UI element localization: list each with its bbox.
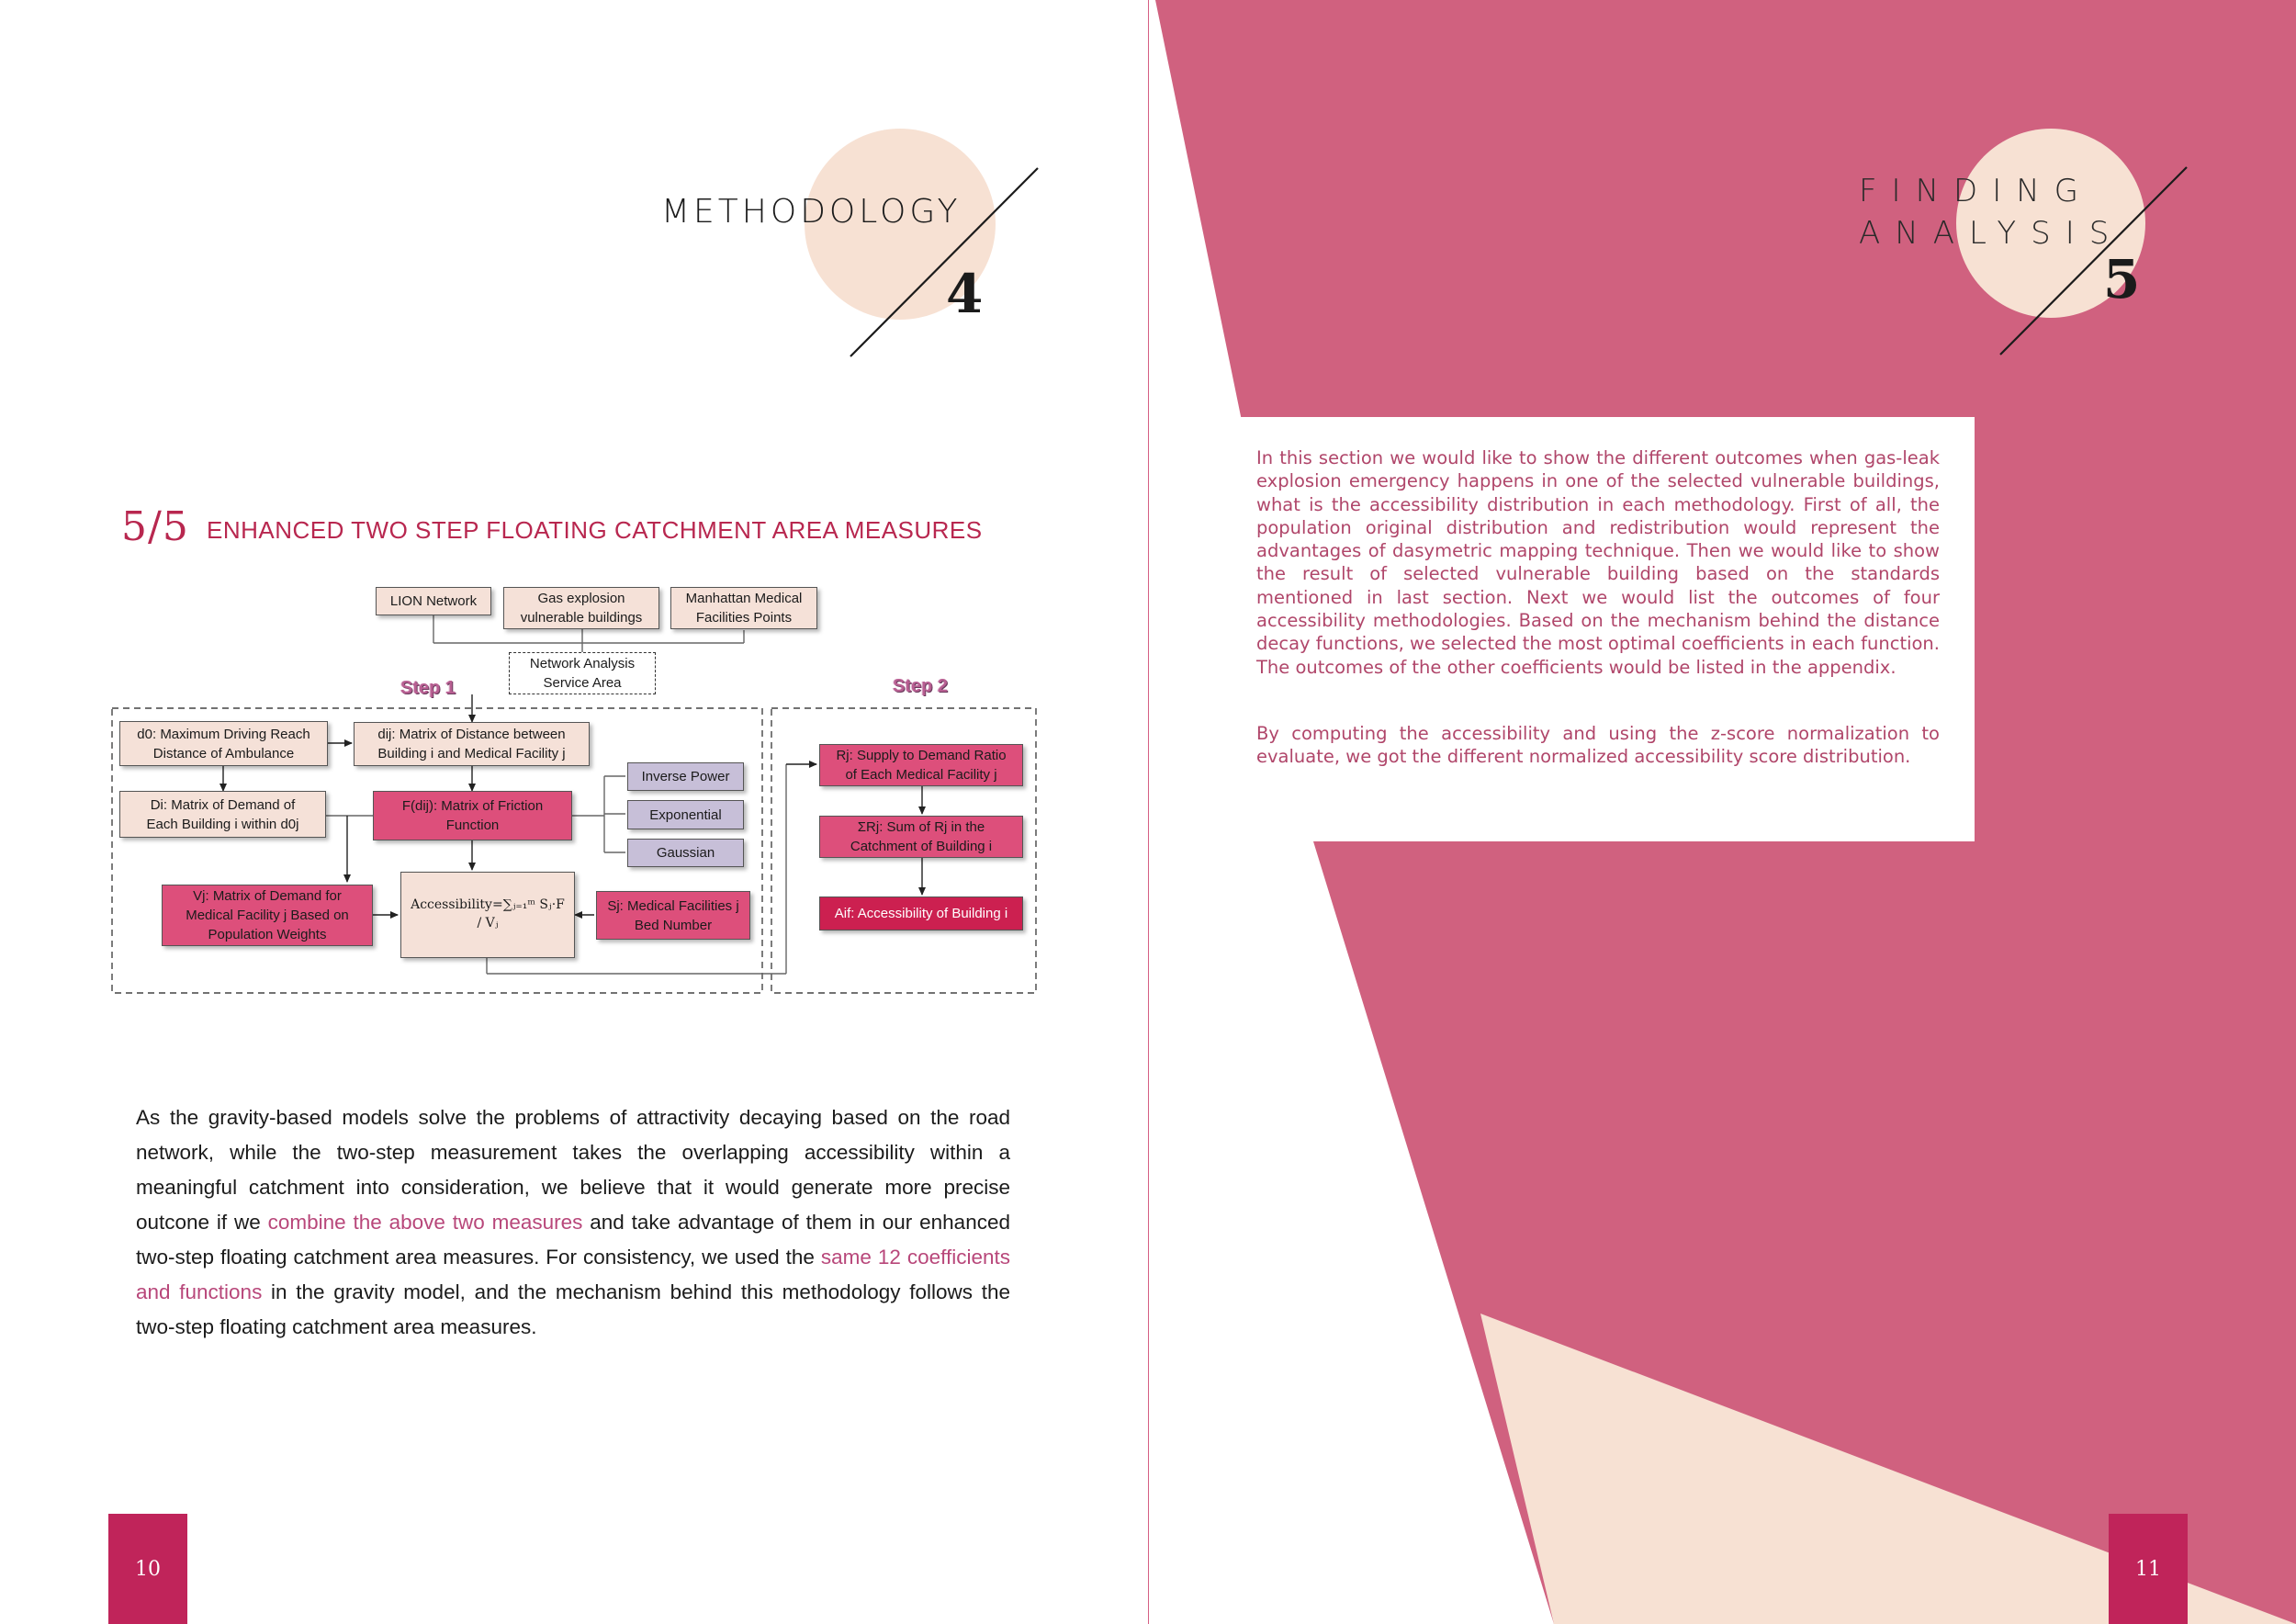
step2-label: Step 2 [893, 676, 949, 696]
node-sumrj-line2: Catchment of Building i [850, 839, 993, 854]
methodology-body-text [136, 1100, 1010, 1345]
node-vj-demand-medical [162, 885, 373, 946]
node-vj-line3: Population Weights [208, 927, 327, 942]
node-gas-explosion-buildings [503, 587, 659, 629]
node-lion-network-label: LION Network [389, 593, 478, 609]
node-di-demand-matrix [119, 791, 326, 838]
finding-paragraph-1: In this section we would like to show the different outcomes when gas-leak explosion emergency happens in one of the selected vulnerable buildings, what is the accessibility distribution in each methodology. First of all, the population original distribution and redistribution would represent the advantages of dasymetric mapping technique. Then we would like to show the result of selected vulnerable building based on the standards mentioned in last section. Next we would list the outcomes of four accessibility methodologies. Based on the mechanism behind the distance decay functions, we selected the most optimal coefficients in each function. The outcomes of the other coefficients would be listed in the appendix. [1256, 447, 1940, 678]
node-aif-label: Aif: Accessibility of Building i [834, 906, 1008, 921]
node-sj-line2: Bed Number [634, 917, 713, 933]
node-network-line2: Service Area [543, 675, 622, 691]
step1-label: Step 1 [400, 678, 456, 698]
node-gaussian [627, 839, 744, 867]
node-exponential [627, 800, 744, 829]
body-segment-1: As the gravity-based models solve the problems of attractivity decaying based on the road network, while the two-step measurement takes the overlapping accessibility within a meaningful catchment into consideration, we believe that it would generate more precise outcone if we [136, 1106, 1010, 1234]
body-segment-3: in the gravity model, and the mechanism behind this methodology follows the two-step floating catchment area measures. [136, 1280, 1010, 1338]
node-sum-rj [819, 816, 1023, 858]
node-dij-line1: dij: Matrix of Distance between [377, 727, 566, 742]
page-number-left: 10 [108, 1514, 187, 1624]
node-sj-bed-number [596, 891, 750, 940]
section-number-right: 5 [2103, 248, 2141, 310]
finding-analysis-textbox [1232, 417, 1975, 841]
node-dij-distance-matrix [354, 722, 590, 766]
node-fdij-line2: Function [445, 818, 500, 833]
page-number-right: 11 [2109, 1514, 2188, 1624]
section-number: 4 [946, 263, 984, 325]
node-friction-function [373, 791, 572, 840]
node-gas-line1: Gas explosion [537, 591, 625, 606]
body-segment-2: and take advantage of them in our enhanced two-step floating catchment area measures. For consistency, we used the [136, 1211, 1010, 1269]
node-manhattan-medical-facilities [670, 587, 817, 629]
body-highlight-2: same 12 coefficients and functions [136, 1246, 1010, 1303]
node-network-line1: Network Analysis [529, 656, 636, 671]
node-accessibility-label: Accessibility=∑ⱼ₌₁ᵐ Sⱼ·F / Vⱼ [411, 897, 565, 930]
page-gutter-line [1148, 0, 1149, 1624]
node-di-line2: Each Building i within d0j [146, 816, 299, 832]
node-vj-line2: Medical Facility j Based on [186, 908, 349, 923]
section-slash-line-right [1148, 0, 2296, 386]
node-medical-line2: Facilities Points [695, 610, 793, 626]
subsection-number: 5/5 [121, 503, 189, 550]
node-vj-line1: Vj: Matrix of Demand for [193, 888, 342, 904]
node-exponential-label: Exponential [649, 806, 722, 823]
node-lion-network [376, 587, 491, 615]
node-network-analysis [509, 652, 656, 694]
node-sj-line1: Sj: Medical Facilities j [607, 897, 739, 914]
subsection-title: ENHANCED TWO STEP FLOATING CATCHMENT AREA MEASURES [207, 516, 983, 544]
node-di-line1: Di: Matrix of Demand of [150, 796, 296, 813]
node-accessibility-formula [400, 872, 575, 958]
node-rj-line1: Rj: Supply to Demand Ratio [836, 748, 1007, 763]
node-d0-max-driving-reach [119, 721, 328, 766]
node-medical-line1: Manhattan Medical [685, 591, 803, 606]
section-slash-line [0, 0, 1148, 386]
node-d0-line1: d0: Maximum Driving Reach [137, 726, 310, 742]
section-title: METHODOLOGY [661, 193, 962, 231]
node-d0-line2: Distance of Ambulance [152, 745, 295, 761]
node-aif-accessibility [819, 897, 1023, 930]
body-highlight-1: combine the above two measures [267, 1211, 583, 1234]
section-title-line2: ANALYSIS [1859, 215, 2124, 252]
node-rj-supply-demand [819, 744, 1023, 786]
section-title-line1: FINDING [1859, 173, 2094, 209]
finding-paragraph-2: By computing the accessibility and using the z-score normalization to evaluate, we got the different normalized accessibility score distribution. [1256, 723, 1940, 768]
node-inverse-power [627, 762, 744, 791]
node-gas-line2: vulnerable buildings [520, 610, 643, 626]
node-fdij-line1: F(dij): Matrix of Friction [401, 798, 544, 814]
node-rj-line2: of Each Medical Facility j [845, 767, 997, 783]
node-gaussian-label: Gaussian [656, 845, 715, 861]
node-sumrj-line1: ΣRj: Sum of Rj in the [857, 819, 985, 835]
node-dij-line2: Building i and Medical Facility j [377, 746, 566, 761]
node-inverse-power-label: Inverse Power [641, 769, 730, 784]
